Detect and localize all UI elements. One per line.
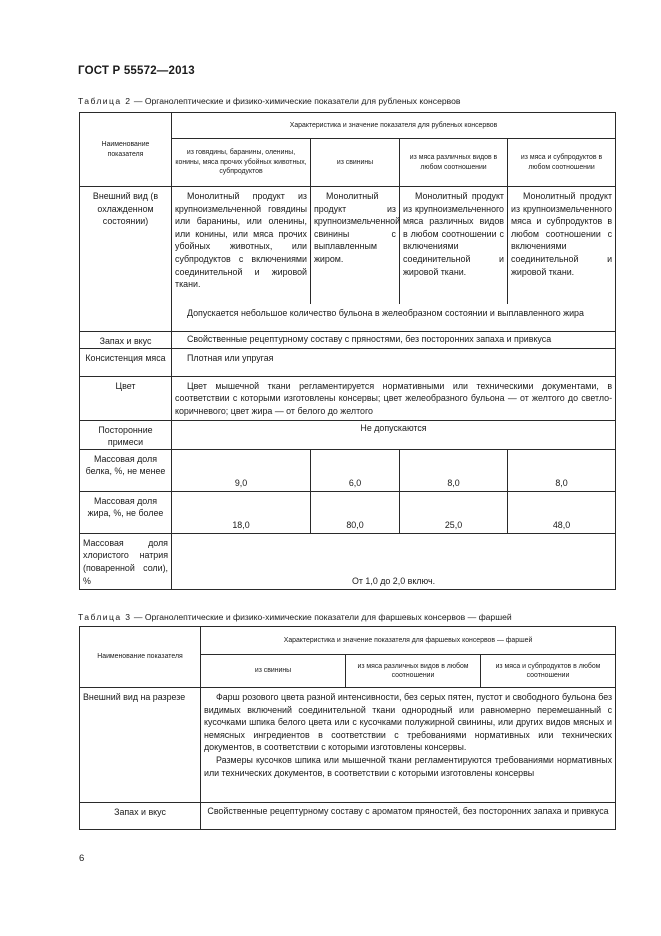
fat-value-2: 80,0: [311, 491, 400, 533]
appearance-note: Допускается небольшое количество бульона в желеобразном состоянии и выплавленного жира: [172, 304, 616, 332]
appearance-col-2: Монолитный продукт из крупноизмельченной свинины с выплавленным жиром.: [311, 187, 400, 304]
row-mince-smell-name: Запах и вкус: [80, 803, 201, 830]
table-3-header-col-3: из мяса и субпродуктов в любом соотношении: [481, 655, 616, 688]
row-appearance-name: Внешний вид (в охлажденном состоянии): [80, 187, 172, 332]
protein-value-2: 6,0: [311, 449, 400, 491]
table-2-header-name: Наименование показателя: [80, 113, 172, 187]
table-2: [79, 112, 616, 590]
table-3-header-group: Характеристика и значение показателя для фаршевых консервов — фаршей: [201, 627, 616, 655]
table-3-caption-text: — Органолептические и физико-химические показатели для фаршевых консервов — фаршей: [131, 612, 512, 622]
table-2-caption-lead: Таблица 2: [78, 96, 132, 106]
appearance-col-3: Монолитный продукт из крупноизмельченного мяса различных видов в любом соотношении с включениями соединительной и жировой ткани.: [400, 187, 508, 304]
fat-value-1: 18,0: [172, 491, 311, 533]
table-3-header-name: Наименование показателя: [80, 627, 201, 688]
table-2-header-col-4: из мяса и субпродуктов в любом соотношении: [508, 139, 616, 187]
row-fat-name: Массовая доля жира, %, не более: [80, 491, 172, 533]
fat-value-4: 48,0: [508, 491, 616, 533]
fat-value-3: 25,0: [400, 491, 508, 533]
protein-value-1: 9,0: [172, 449, 311, 491]
color-value: Цвет мышечной ткани регламентируется нормативными или техническими документами, в соответствии с которыми изготовлены консервы; цвет желеобразного бульона — от желтого до светло-коричневого; цвет жира — от белого до желтого: [172, 376, 616, 420]
row-color-name: Цвет: [80, 376, 172, 420]
row-smell-name: Запах и вкус: [80, 332, 172, 349]
table-3-caption: [78, 612, 512, 622]
table-3-caption-lead: Таблица 3: [78, 612, 132, 622]
salt-value: От 1,0 до 2,0 включ.: [172, 533, 616, 589]
document-code: ГОСТ Р 55572—2013: [78, 65, 195, 77]
cut-appearance-paragraph-1: Фарш розового цвета разной интенсивности, без серых пятен, пустот и свободного бульона без видимых включений соединительной ткани однородный или равномерно перемешанный с кусочками шпика белого цвета или с кусочками полужирной свинины, или других видов мясных и немясных ингредиентов в соответствии с требованиями нормативных или технических документов, в соответствии с которыми изготовлены консервы.: [204, 692, 613, 753]
appearance-col-4: Монолитный продукт из крупноизмельченного мяса и субпродуктов в любом соотношении с включениями соединительной и жировой ткани.: [508, 187, 616, 304]
mince-smell-value: Свойственные рецептурному составу с ароматом пряностей, без посторонних запаха и привкуса: [201, 803, 616, 830]
row-texture-name: Консистенция мяса: [80, 348, 172, 376]
table-3: [79, 626, 616, 830]
table-3-header-col-2: из мяса различных видов в любом соотношении: [346, 655, 481, 688]
cut-appearance-paragraph-2: Размеры кусочков шпика или мышечной ткани регламентируются требованиями нормативных или технических документов, в соответствии с которыми изготовлены консервы: [204, 754, 613, 778]
page-number: 6: [79, 853, 85, 864]
impurities-value: Не допускаются: [172, 420, 616, 449]
table-2-header-group: Характеристика и значение показателя для рубленых консервов: [172, 113, 616, 139]
row-protein-name: Массовая доля белка, %, не менее: [80, 449, 172, 491]
protein-value-3: 8,0: [400, 449, 508, 491]
texture-value: Плотная или упругая: [172, 348, 616, 376]
table-2-caption: [78, 96, 460, 106]
table-2-caption-text: — Органолептические и физико-химические показатели для рубленых консервов: [131, 96, 461, 106]
table-2-header-col-1: из говядины, баранины, оленины, конины, мяса прочих убойных животных, субпродуктов: [172, 139, 311, 187]
table-3-header-col-1: из свинины: [201, 655, 346, 688]
row-cut-appearance-name: Внешний вид на разрезе: [80, 688, 201, 803]
smell-value: Свойственные рецептурному составу с пряностями, без посторонних запаха и привкуса: [172, 332, 616, 349]
appearance-col-1: Монолитный продукт из крупноизмельченной говядины или баранины, или оленины, или конины, или мяса прочих убойных животных, или субпродуктов с включениями соединительной и жировой ткани.: [172, 187, 311, 304]
table-2-header-col-3: из мяса различных видов в любом соотношении: [400, 139, 508, 187]
protein-value-4: 8,0: [508, 449, 616, 491]
row-salt-name: Массовая доля хлористого натрия (поваренной соли), %: [80, 533, 172, 589]
cut-appearance-value: [201, 688, 616, 803]
row-impurities-name: Посторонние примеси: [80, 420, 172, 449]
table-2-header-col-2: из свинины: [311, 139, 400, 187]
